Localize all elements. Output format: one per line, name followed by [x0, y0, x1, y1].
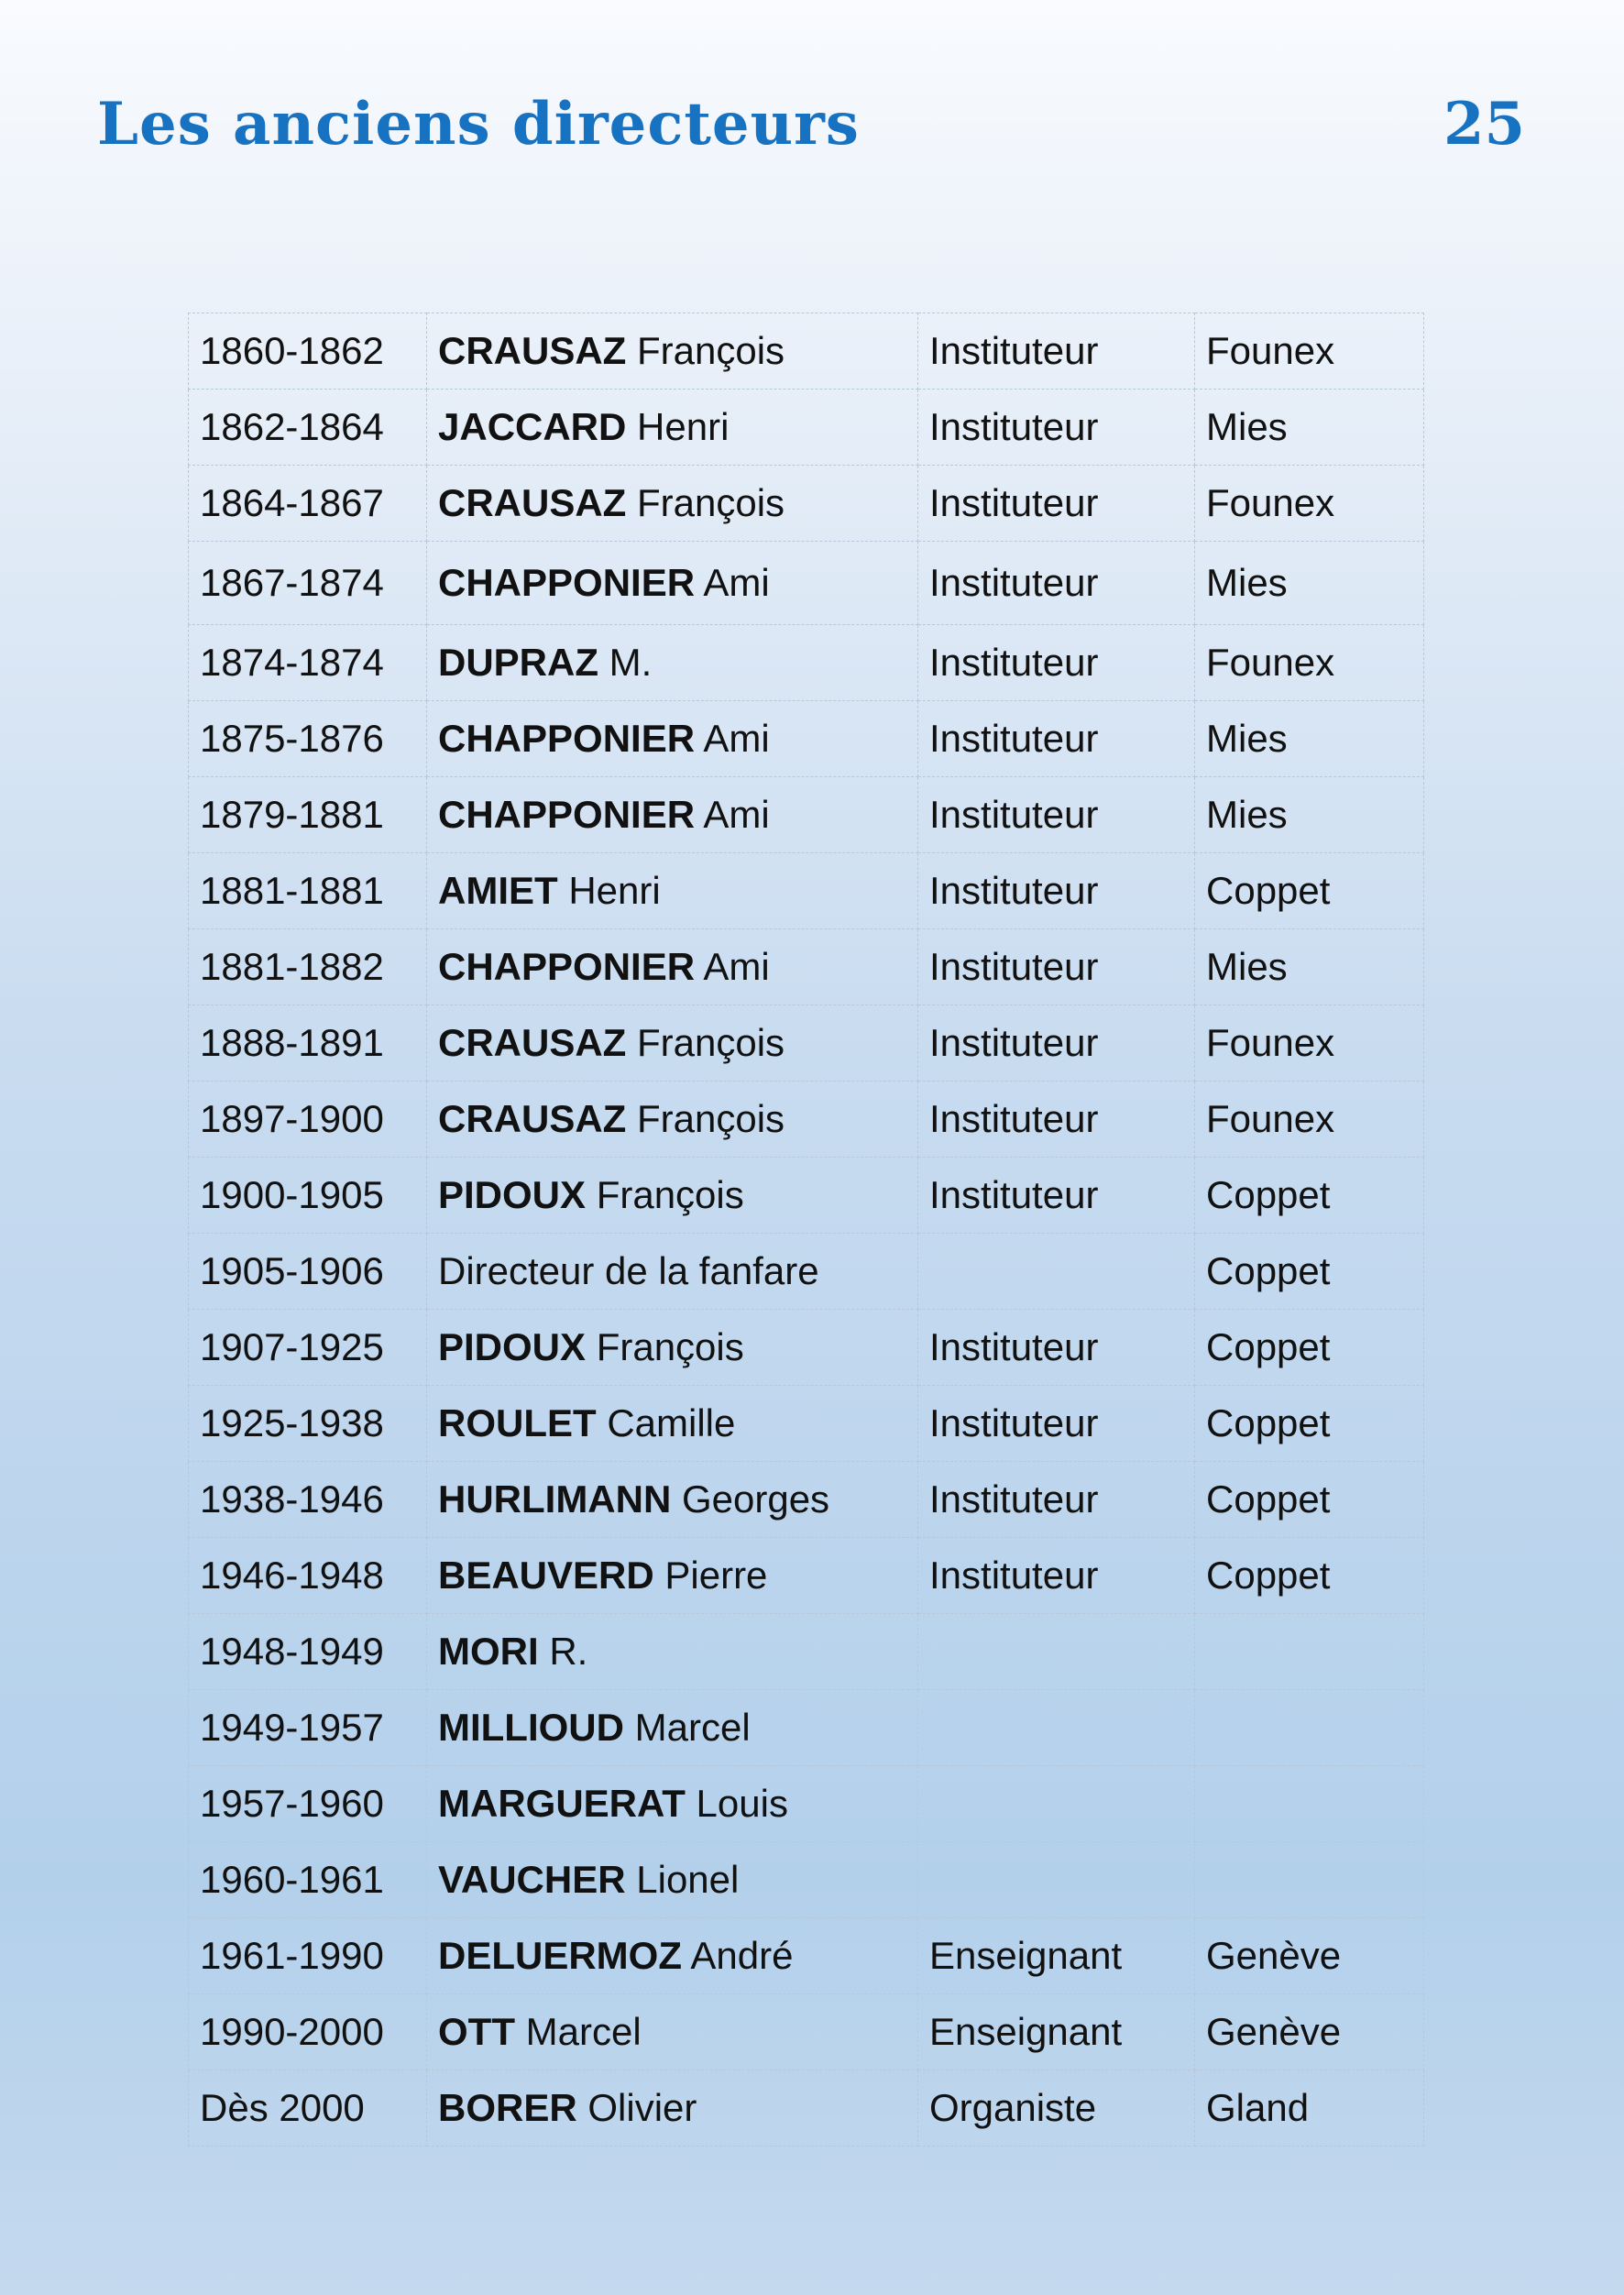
surname: MORI	[438, 1630, 539, 1673]
years-cell: 1874-1874	[189, 625, 427, 701]
table-row	[189, 466, 1424, 542]
years-cell: 1907-1925	[189, 1310, 427, 1386]
name-cell	[427, 1158, 918, 1234]
name-cell	[427, 1462, 918, 1538]
name-cell	[427, 625, 918, 701]
role-cell: Instituteur	[918, 466, 1195, 542]
role-cell: Instituteur	[918, 1005, 1195, 1082]
name-cell	[427, 1005, 918, 1082]
years-cell: 1948-1949	[189, 1614, 427, 1690]
years-cell: 1990-2000	[189, 1994, 427, 2070]
years-cell: 1905-1906	[189, 1234, 427, 1310]
name-cell	[427, 1994, 918, 2070]
role-cell: Instituteur	[918, 390, 1195, 466]
place-cell: Coppet	[1195, 1386, 1424, 1462]
table-row	[189, 1005, 1424, 1082]
given-name: Henri	[568, 869, 661, 912]
years-cell: 1867-1874	[189, 542, 427, 625]
years-cell: 1862-1864	[189, 390, 427, 466]
place-cell: Mies	[1195, 929, 1424, 1005]
surname: BORER	[438, 2086, 577, 2129]
role-cell	[918, 1766, 1195, 1842]
given-name: Directeur de la fanfare	[438, 1249, 819, 1292]
years-cell: 1938-1946	[189, 1462, 427, 1538]
years-cell: 1875-1876	[189, 701, 427, 777]
role-cell: Instituteur	[918, 701, 1195, 777]
given-name: François	[637, 1097, 785, 1140]
name-cell	[427, 929, 918, 1005]
table-row	[189, 1082, 1424, 1158]
place-cell: Coppet	[1195, 1234, 1424, 1310]
place-cell: Coppet	[1195, 1462, 1424, 1538]
page-title: Les anciens directeurs	[97, 90, 860, 159]
table-row	[189, 853, 1424, 929]
surname: CHAPPONIER	[438, 945, 696, 988]
given-name: Olivier	[587, 2086, 697, 2129]
place-cell: Genève	[1195, 1994, 1424, 2070]
surname: CHAPPONIER	[438, 561, 696, 604]
given-name: Lionel	[636, 1858, 740, 1901]
given-name: Pierre	[664, 1554, 768, 1597]
role-cell: Instituteur	[918, 1310, 1195, 1386]
place-cell: Founex	[1195, 1005, 1424, 1082]
place-cell: Coppet	[1195, 1538, 1424, 1614]
surname: JACCARD	[438, 405, 627, 448]
directors-table	[188, 313, 1424, 2147]
place-cell: Coppet	[1195, 1158, 1424, 1234]
name-cell	[427, 1310, 918, 1386]
name-cell	[427, 390, 918, 466]
table-row	[189, 1918, 1424, 1994]
name-cell	[427, 1690, 918, 1766]
table-row	[189, 1234, 1424, 1310]
role-cell	[918, 1234, 1195, 1310]
years-cell: 1949-1957	[189, 1690, 427, 1766]
name-cell	[427, 853, 918, 929]
role-cell	[918, 1614, 1195, 1690]
surname: CRAUSAZ	[438, 481, 627, 524]
given-name: Georges	[681, 1477, 830, 1521]
surname: DELUERMOZ	[438, 1934, 682, 1977]
table-row	[189, 2070, 1424, 2147]
given-name: Louis	[696, 1782, 788, 1825]
surname: CHAPPONIER	[438, 793, 696, 836]
given-name: François	[637, 329, 785, 372]
surname: CHAPPONIER	[438, 717, 696, 760]
table-row	[189, 1462, 1424, 1538]
given-name: Marcel	[634, 1706, 751, 1749]
place-cell: Mies	[1195, 542, 1424, 625]
years-cell: 1946-1948	[189, 1538, 427, 1614]
name-cell	[427, 2070, 918, 2147]
years-cell: 1860-1862	[189, 313, 427, 390]
years-cell: 1900-1905	[189, 1158, 427, 1234]
given-name: Ami	[703, 793, 770, 836]
name-cell	[427, 1082, 918, 1158]
years-cell: 1957-1960	[189, 1766, 427, 1842]
years-cell: 1864-1867	[189, 466, 427, 542]
table-row	[189, 1158, 1424, 1234]
surname: CRAUSAZ	[438, 1097, 627, 1140]
years-cell: 1960-1961	[189, 1842, 427, 1918]
surname: PIDOUX	[438, 1173, 587, 1216]
given-name: François	[637, 481, 785, 524]
table-row	[189, 1994, 1424, 2070]
given-name: François	[596, 1173, 744, 1216]
role-cell: Enseignant	[918, 1994, 1195, 2070]
table-row	[189, 542, 1424, 625]
years-cell: 1925-1938	[189, 1386, 427, 1462]
surname: MARGUERAT	[438, 1782, 686, 1825]
given-name: François	[637, 1021, 785, 1064]
table-row	[189, 1690, 1424, 1766]
page-number: 25	[1443, 90, 1525, 159]
place-cell: Coppet	[1195, 853, 1424, 929]
place-cell: Founex	[1195, 1082, 1424, 1158]
given-name: Ami	[703, 561, 770, 604]
surname: AMIET	[438, 869, 558, 912]
role-cell: Instituteur	[918, 1386, 1195, 1462]
place-cell	[1195, 1614, 1424, 1690]
given-name: Henri	[637, 405, 730, 448]
place-cell: Mies	[1195, 390, 1424, 466]
table-row	[189, 390, 1424, 466]
name-cell	[427, 1614, 918, 1690]
table-row	[189, 1842, 1424, 1918]
place-cell: Founex	[1195, 625, 1424, 701]
years-cell: 1897-1900	[189, 1082, 427, 1158]
place-cell: Mies	[1195, 777, 1424, 853]
name-cell	[427, 777, 918, 853]
surname: DUPRAZ	[438, 641, 598, 684]
years-cell: Dès 2000	[189, 2070, 427, 2147]
surname: VAUCHER	[438, 1858, 626, 1901]
name-cell	[427, 1538, 918, 1614]
name-cell	[427, 1234, 918, 1310]
place-cell	[1195, 1690, 1424, 1766]
surname: CRAUSAZ	[438, 329, 627, 372]
surname: BEAUVERD	[438, 1554, 654, 1597]
place-cell: Gland	[1195, 2070, 1424, 2147]
role-cell: Instituteur	[918, 777, 1195, 853]
name-cell	[427, 1918, 918, 1994]
directors-table-body	[189, 313, 1424, 2147]
table-row	[189, 1614, 1424, 1690]
given-name: R.	[549, 1630, 588, 1673]
table-row	[189, 929, 1424, 1005]
table-row	[189, 777, 1424, 853]
role-cell: Instituteur	[918, 1082, 1195, 1158]
role-cell: Instituteur	[918, 625, 1195, 701]
given-name: Ami	[703, 945, 770, 988]
role-cell: Instituteur	[918, 853, 1195, 929]
years-cell: 1881-1881	[189, 853, 427, 929]
name-cell	[427, 1386, 918, 1462]
given-name: François	[596, 1325, 744, 1368]
role-cell: Instituteur	[918, 1462, 1195, 1538]
role-cell: Instituteur	[918, 929, 1195, 1005]
role-cell: Instituteur	[918, 1538, 1195, 1614]
name-cell	[427, 466, 918, 542]
years-cell: 1879-1881	[189, 777, 427, 853]
surname: ROULET	[438, 1401, 597, 1444]
surname: OTT	[438, 2010, 515, 2053]
name-cell	[427, 1842, 918, 1918]
role-cell: Instituteur	[918, 1158, 1195, 1234]
given-name: M.	[609, 641, 653, 684]
table-row	[189, 1386, 1424, 1462]
role-cell: Instituteur	[918, 542, 1195, 625]
place-cell: Coppet	[1195, 1310, 1424, 1386]
place-cell: Founex	[1195, 466, 1424, 542]
place-cell	[1195, 1842, 1424, 1918]
given-name: Ami	[703, 717, 770, 760]
surname: HURLIMANN	[438, 1477, 672, 1521]
place-cell: Mies	[1195, 701, 1424, 777]
table-row	[189, 625, 1424, 701]
role-cell	[918, 1842, 1195, 1918]
name-cell	[427, 542, 918, 625]
place-cell	[1195, 1766, 1424, 1842]
surname: CRAUSAZ	[438, 1021, 627, 1064]
name-cell	[427, 701, 918, 777]
given-name: André	[690, 1934, 794, 1977]
table-row	[189, 701, 1424, 777]
years-cell: 1961-1990	[189, 1918, 427, 1994]
role-cell: Instituteur	[918, 313, 1195, 390]
name-cell	[427, 1766, 918, 1842]
years-cell: 1881-1882	[189, 929, 427, 1005]
role-cell	[918, 1690, 1195, 1766]
years-cell: 1888-1891	[189, 1005, 427, 1082]
given-name: Marcel	[525, 2010, 642, 2053]
table-row	[189, 313, 1424, 390]
surname: MILLIOUD	[438, 1706, 624, 1749]
role-cell: Organiste	[918, 2070, 1195, 2147]
surname: PIDOUX	[438, 1325, 587, 1368]
place-cell: Genève	[1195, 1918, 1424, 1994]
given-name: Camille	[607, 1401, 736, 1444]
name-cell	[427, 313, 918, 390]
role-cell: Enseignant	[918, 1918, 1195, 1994]
table-row	[189, 1310, 1424, 1386]
place-cell: Founex	[1195, 313, 1424, 390]
table-row	[189, 1766, 1424, 1842]
table-row	[189, 1538, 1424, 1614]
